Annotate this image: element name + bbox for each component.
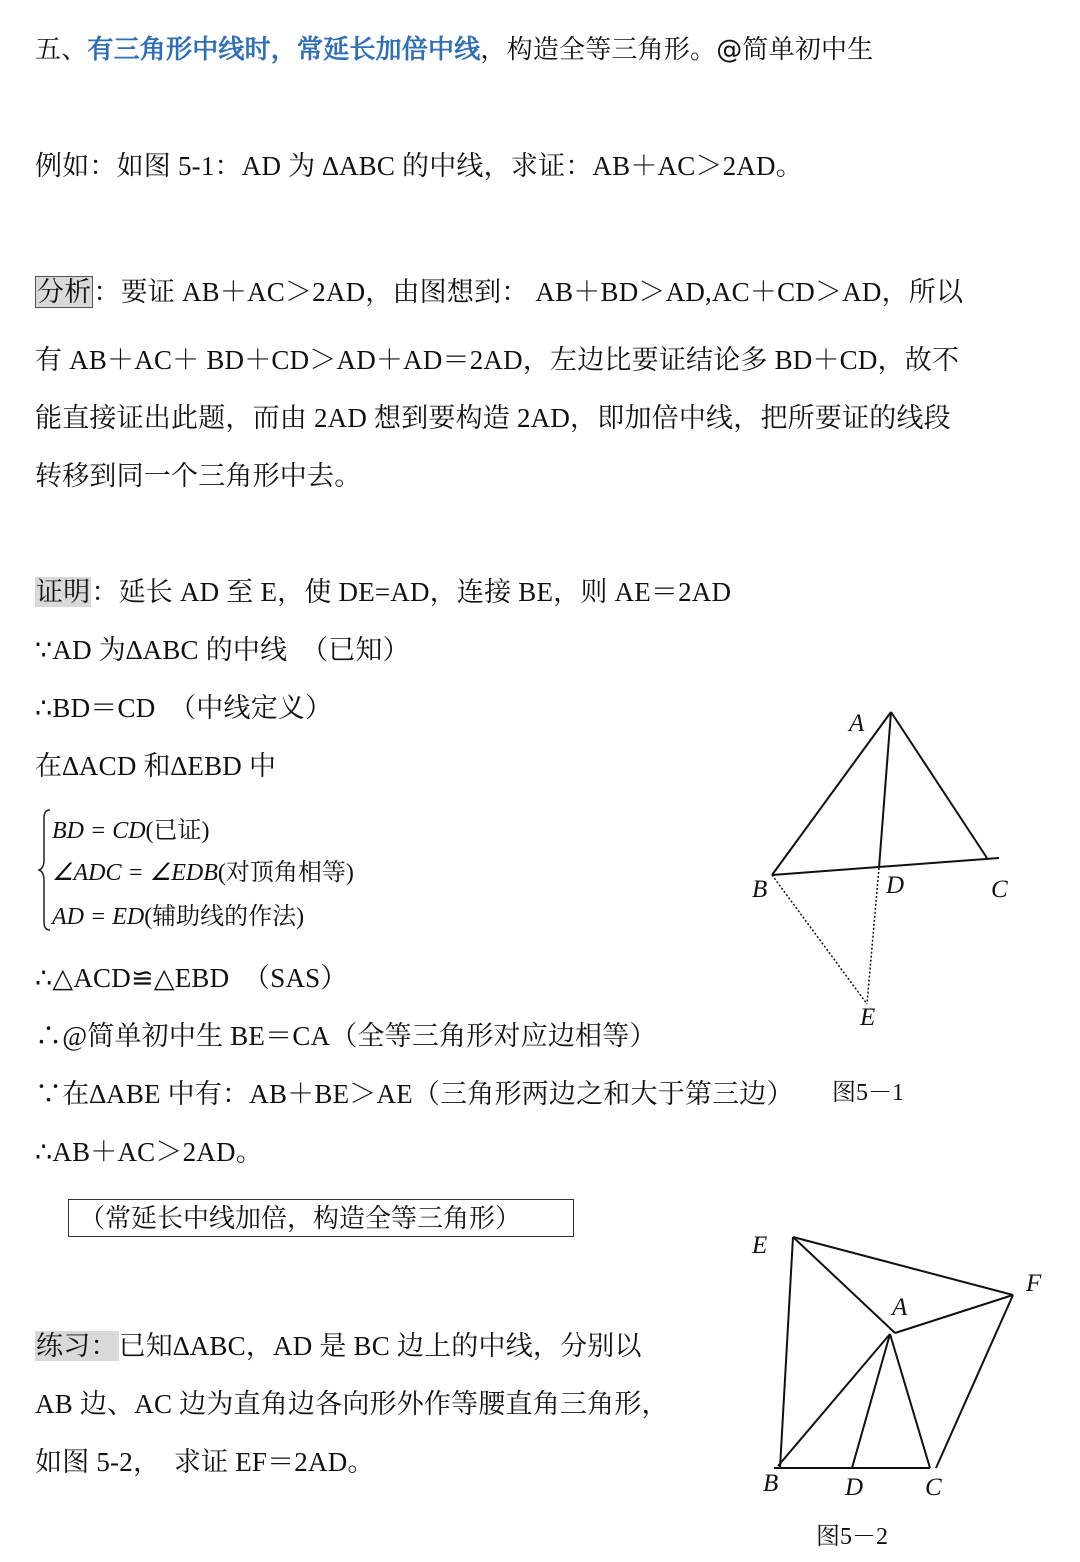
section-number: 五、 xyxy=(35,35,88,65)
tip-box: （常延长中线加倍，构造全等三角形） xyxy=(68,1199,574,1237)
point-label-c: C xyxy=(925,1474,942,1501)
condition-math: ∠ADC = ∠EDB xyxy=(52,860,218,886)
point-label-c: C xyxy=(991,876,1008,903)
condition-row-1 xyxy=(52,810,210,845)
proof-step-1: ∵AD 为∆ABC 的中线 （已知） xyxy=(35,635,410,665)
section-heading xyxy=(35,32,873,68)
condition-row-3 xyxy=(52,896,304,931)
analysis-line-1 xyxy=(35,274,963,310)
condition-reason: (已证) xyxy=(145,818,210,844)
point-label-d: D xyxy=(886,872,905,899)
congruence-conditions xyxy=(38,806,438,934)
triangle-median-diagram xyxy=(740,700,1080,1100)
analysis-line-2: 有 AB＋AC＋ BD＋CD＞AD＋AD＝2AD，左边比要证结论多 BD＋CD，故不 xyxy=(35,345,960,375)
point-label-e: E xyxy=(860,1004,876,1031)
point-label-b: B xyxy=(752,876,768,903)
point-label-b: B xyxy=(763,1470,779,1497)
example-statement: 例如：如图 5-1：AD 为 ∆ABC 的中线，求证：AB＋AC＞2AD。 xyxy=(35,151,803,181)
section-suffix: ，构造全等三角形。@简单初中生 xyxy=(480,35,874,65)
point-label-a: A xyxy=(849,710,865,737)
condition-math: AD = ED xyxy=(52,904,145,930)
point-label-d: D xyxy=(845,1474,864,1501)
proof-line-1 xyxy=(35,574,731,610)
condition-row-2 xyxy=(52,852,354,887)
analysis-line-3: 能直接证出此题，而由 2AD 想到要构造 2AD，即加倍中线，把所要证的线段 xyxy=(35,403,951,433)
proof-conclusion-4: ∴AB＋AC＞2AD。 xyxy=(35,1137,263,1167)
point-label-a: A xyxy=(892,1294,908,1321)
exercise-line-2: AB 边、AC 边为直角边各向形外作等腰直角三角形， xyxy=(35,1389,669,1419)
section-highlight: 有三角形中线时，常延长加倍中线 xyxy=(87,35,481,65)
condition-reason: (对顶角相等) xyxy=(217,860,354,886)
exercise-tag: 练习： xyxy=(36,1331,118,1361)
exercise-line-3: 如图 5-2， 求证 EF＝2AD。 xyxy=(35,1447,375,1477)
figure-caption: 图5－2 xyxy=(816,1524,888,1550)
exercise-text: 已知∆ABC，AD 是 BC 边上的中线，分别以 xyxy=(118,1331,642,1361)
analysis-text: ：要证 AB＋AC＞2AD，由图想到： AB＋BD＞AD,AC＋CD＞AD，所以 xyxy=(93,277,964,307)
point-label-e: E xyxy=(752,1232,768,1259)
condition-math: BD = CD xyxy=(52,818,146,844)
proof-tag: 证明 xyxy=(36,577,91,607)
figure-caption: 图5－1 xyxy=(832,1080,904,1106)
proof-step-3: 在∆ACD 和∆EBD 中 xyxy=(35,751,277,781)
analysis-line-4: 转移到同一个三角形中去。 xyxy=(35,461,362,491)
proof-text: ：延长 AD 至 E，使 DE=AD，连接 BE，则 AE＝2AD xyxy=(91,577,732,607)
condition-reason: (辅助线的作法) xyxy=(144,904,305,930)
figure-5-1 xyxy=(740,700,1080,1106)
analysis-tag: 分析 xyxy=(37,277,92,307)
proof-conclusion-1: ∴△ACD≌△EBD （SAS） xyxy=(35,963,348,993)
exercise-line-1 xyxy=(35,1328,642,1364)
point-label-f: F xyxy=(1026,1270,1042,1297)
figure-5-2 xyxy=(740,1220,1080,1557)
proof-step-2: ∴BD＝CD （中线定义） xyxy=(35,693,333,723)
proof-conclusion-2: ∴@简单初中生 BE＝CA（全等三角形对应边相等） xyxy=(35,1021,657,1051)
proof-conclusion-3: ∵在∆ABE 中有：AB＋BE＞AE（三角形两边之和大于第三边） xyxy=(35,1079,794,1109)
